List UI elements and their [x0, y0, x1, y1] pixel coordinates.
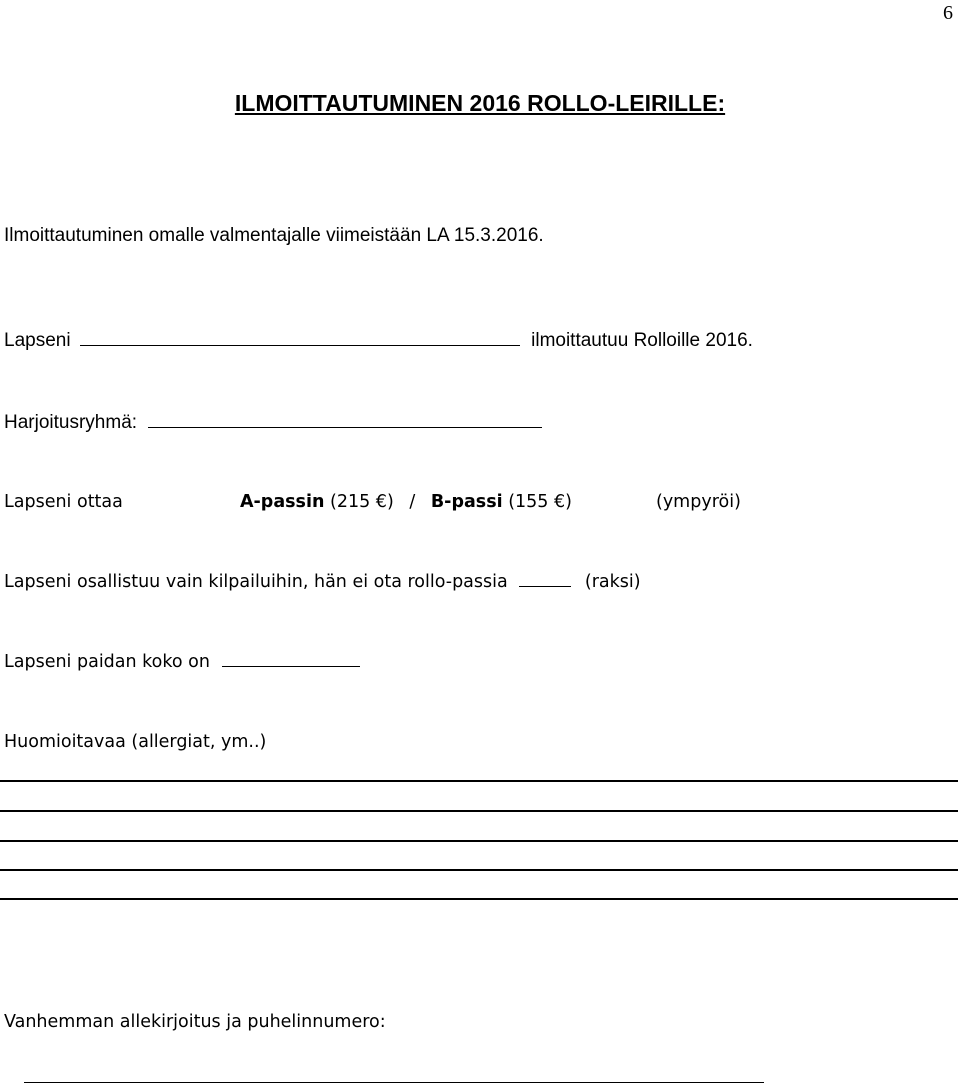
pass-line — [4, 492, 123, 512]
competition-instruction: (raksi) — [584, 572, 641, 592]
a-pass-price: (215 €) — [330, 492, 394, 512]
group-field[interactable] — [148, 426, 542, 428]
b-pass-option[interactable]: B-passi — [430, 492, 503, 512]
pass-prefix: Lapseni ottaa — [4, 492, 123, 512]
competition-line — [4, 572, 641, 592]
group-label: Harjoitusryhmä: — [4, 412, 138, 433]
child-name-field[interactable] — [80, 344, 520, 346]
signature-label: Vanhemman allekirjoitus ja puhelinnumero: — [4, 1012, 386, 1032]
shirt-size-field[interactable] — [222, 665, 360, 667]
page-title-text: ILMOITTAUTUMINEN 2016 ROLLO-LEIRILLE: — [234, 90, 726, 116]
page-title — [0, 90, 960, 117]
pass-options — [240, 492, 572, 512]
signature-field[interactable] — [24, 1082, 764, 1083]
pass-instruction: (ympyröi) — [656, 492, 741, 512]
child-line-suffix: ilmoittautuu Rolloille 2016. — [531, 330, 753, 351]
shirt-size-label: Lapseni paidan koko on — [4, 652, 210, 672]
deadline-text: Ilmoittautuminen omalle valmentajalle viimeistään LA 15.3.2016. — [4, 225, 544, 246]
shirt-size-line — [4, 652, 360, 672]
notes-line-3[interactable] — [0, 840, 958, 842]
child-line-prefix: Lapseni — [4, 330, 71, 351]
notes-line-5[interactable] — [0, 898, 958, 900]
notes-line-2[interactable] — [0, 810, 958, 812]
competition-text: Lapseni osallistuu vain kilpailuihin, hän ei ota rollo-passia — [4, 572, 508, 592]
a-pass-option[interactable]: A-passin — [240, 492, 325, 512]
pass-separator: / — [409, 492, 416, 512]
page-number: 6 — [943, 2, 953, 24]
group-line — [4, 412, 542, 434]
b-pass-price: (155 €) — [508, 492, 572, 512]
notes-line-4[interactable] — [0, 869, 958, 871]
child-name-line — [4, 330, 753, 352]
notes-line-1[interactable] — [0, 780, 958, 782]
competition-checkbox-field[interactable] — [519, 585, 571, 587]
notes-label: Huomioitavaa (allergiat, ym..) — [4, 732, 267, 752]
